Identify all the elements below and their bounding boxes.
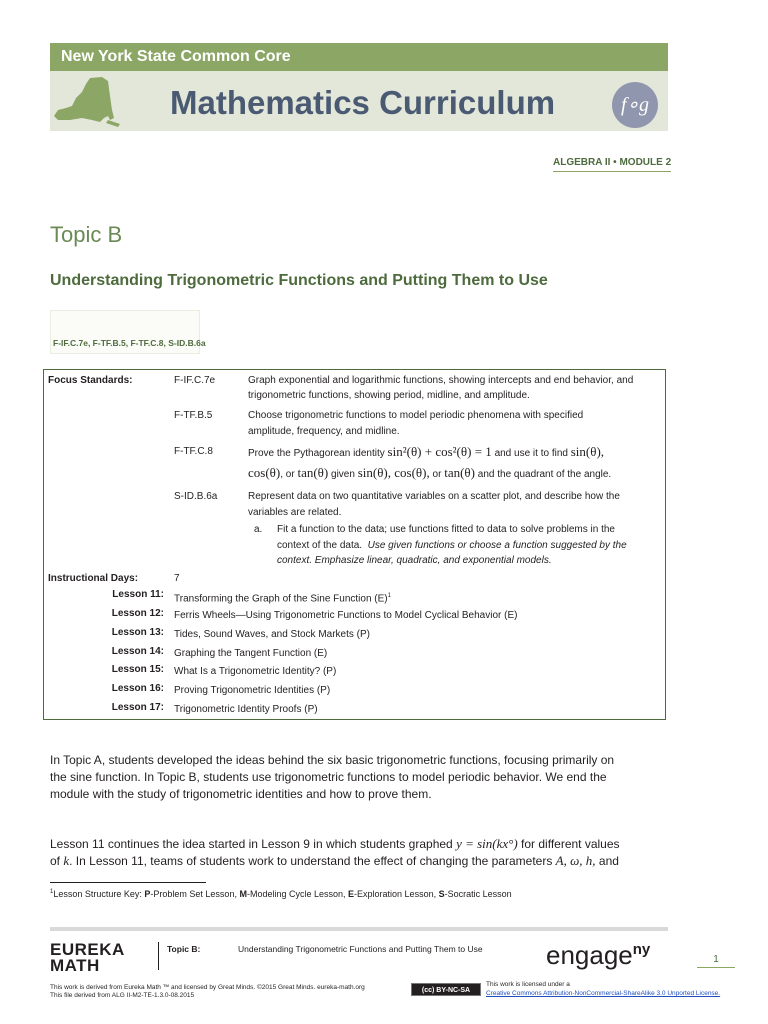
module-tag: ALGEBRA II • MODULE 2 bbox=[553, 157, 671, 172]
engageny-logo: engage$^{ny}$ bbox=[546, 940, 651, 970]
standard-text: trigonometric functions, showing period, midline, and amplitude. bbox=[248, 390, 530, 401]
lesson-label: Lesson 16: bbox=[111, 683, 164, 694]
standard-code: F-TF.B.5 bbox=[174, 410, 213, 421]
cc-license-badge-icon: (cc) BY-NC-SA bbox=[411, 983, 481, 996]
pythagorean-identity: sin²(θ) + cos²(θ) = 1 bbox=[387, 444, 492, 459]
footer-separator bbox=[158, 942, 159, 970]
lesson-title: Tides, Sound Waves, and Stock Markets (P) bbox=[174, 629, 371, 640]
lesson-label: Lesson 13: bbox=[111, 627, 164, 638]
paragraph-line: Lesson 11 continues the idea started in Lesson 9 in which students graphed y = sin(kx°) for different values bbox=[50, 836, 620, 851]
page-number: 1 bbox=[697, 954, 735, 968]
standard-text: Graph exponential and logarithmic functions, showing intercepts and end behavior, and bbox=[248, 375, 634, 386]
focus-standards-label: Focus Standards: bbox=[48, 375, 133, 386]
footnote: $^1$Lesson Structure Key: P-Problem Set Lesson, M-Modeling Cycle Lesson, E-Exploration Lesson, S-Socratic Lesson bbox=[50, 889, 512, 899]
lesson-label: Lesson 14: bbox=[111, 646, 164, 657]
paragraph-line: of k. In Lesson 11, teams of students work to understand the effect of changing the parameters A, ω, h, and bbox=[50, 853, 619, 868]
license-link[interactable]: Creative Commons Attribution-NonCommercial-ShareAlike 3.0 Unported License. bbox=[486, 990, 721, 997]
standard-code: S-ID.B.6a bbox=[174, 491, 218, 502]
paragraph-line: module with the study of trigonometric identities and how to prove them. bbox=[50, 787, 432, 801]
lesson-title: Transforming the Graph of the Sine Function $(E)^1$ bbox=[174, 593, 391, 605]
instructional-days-value: 7 bbox=[174, 573, 180, 584]
standard-text: Prove the Pythagorean identity sin²(θ) + cos²(θ) = 1 and use it to find sin(θ), bbox=[248, 444, 605, 459]
focus-standards-table bbox=[43, 369, 666, 720]
standard-text: Represent data on two quantitative variables on a scatter plot, and describe how the bbox=[248, 491, 620, 502]
paragraph-line: the sine function. In Topic B, students use trigonometric functions to model periodic behavior. We end the bbox=[50, 770, 607, 784]
standard-code: F-IF.C.7e bbox=[174, 375, 216, 386]
banner-top: New York State Common Core bbox=[50, 43, 668, 71]
lesson-title: Ferris Wheels—Using Trigonometric Functions to Model Cyclical Behavior (E) bbox=[174, 610, 518, 621]
fog-logo-icon: f∘g bbox=[612, 82, 658, 128]
license-text: This work is licensed under a Creative Commons Attribution-NonCommercial-ShareAlike 3.0 Unported License. bbox=[486, 981, 721, 997]
standard-text: amplitude, frequency, and midline. bbox=[248, 426, 400, 437]
footnote-rule bbox=[50, 882, 206, 883]
lesson-title: Trigonometric Identity Proofs (P) bbox=[174, 704, 318, 715]
page-title: Mathematics Curriculum bbox=[170, 84, 556, 121]
footer-topic-label: Topic B: bbox=[167, 944, 201, 954]
topic-title: Topic B bbox=[50, 222, 123, 247]
standard-code: F-TF.C.8 bbox=[174, 446, 213, 457]
footer-bar bbox=[50, 927, 668, 931]
instructional-days-label: Instructional Days: bbox=[48, 573, 139, 584]
sine-expression: y = sin(kx°) bbox=[456, 836, 518, 851]
sub-item-text: context of the data. Use given functions or choose a function suggested by the bbox=[277, 540, 627, 551]
topic-subtitle: Understanding Trigonometric Functions and Putting Them to Use bbox=[50, 272, 548, 289]
standard-text: Choose trigonometric functions to model periodic phenomena with specified bbox=[248, 410, 584, 421]
lesson-label: Lesson 17: bbox=[111, 702, 164, 713]
standard-text: cos(θ), or tan(θ) given sin(θ), cos(θ), or tan(θ) and the quadrant of the angle. bbox=[248, 465, 612, 480]
paragraph-line: In Topic A, students developed the ideas behind the six basic trigonometric functions, focusing primarily on bbox=[50, 753, 615, 767]
sub-item-marker: a. bbox=[254, 524, 263, 535]
footer-topic-name: Understanding Trigonometric Functions and Putting Them to Use bbox=[238, 944, 483, 954]
standards-codes: F-IF.C.7e, F-TF.B.5, F-TF.C.8, S-ID.B.6a bbox=[53, 338, 206, 348]
lesson-title: Graphing the Tangent Function (E) bbox=[174, 648, 328, 659]
new-york-state-icon bbox=[52, 76, 122, 130]
lesson-title: What Is a Trigonometric Identity? (P) bbox=[174, 666, 337, 677]
lesson-label: Lesson 11: bbox=[112, 589, 164, 600]
lesson-label: Lesson 12: bbox=[111, 608, 164, 619]
lesson-label: Lesson 15: bbox=[111, 664, 164, 675]
sub-item-text: Fit a function to the data; use functions fitted to data to solve problems in the bbox=[277, 524, 615, 535]
sub-item-text: context. Emphasize linear, quadratic, and exponential models. bbox=[277, 555, 552, 566]
lesson-title: Proving Trigonometric Identities (P) bbox=[174, 685, 331, 696]
standard-text: variables are related. bbox=[248, 507, 342, 518]
eureka-math-logo: EUREKA MATH bbox=[50, 940, 125, 975]
footer-credit: This work is derived from Eureka Math ™ and licensed by Great Minds. ©2015 Great Minds. eureka-math.org This file derived from ALG II-M2-TE-1.3.0-08.2015 bbox=[50, 984, 365, 999]
